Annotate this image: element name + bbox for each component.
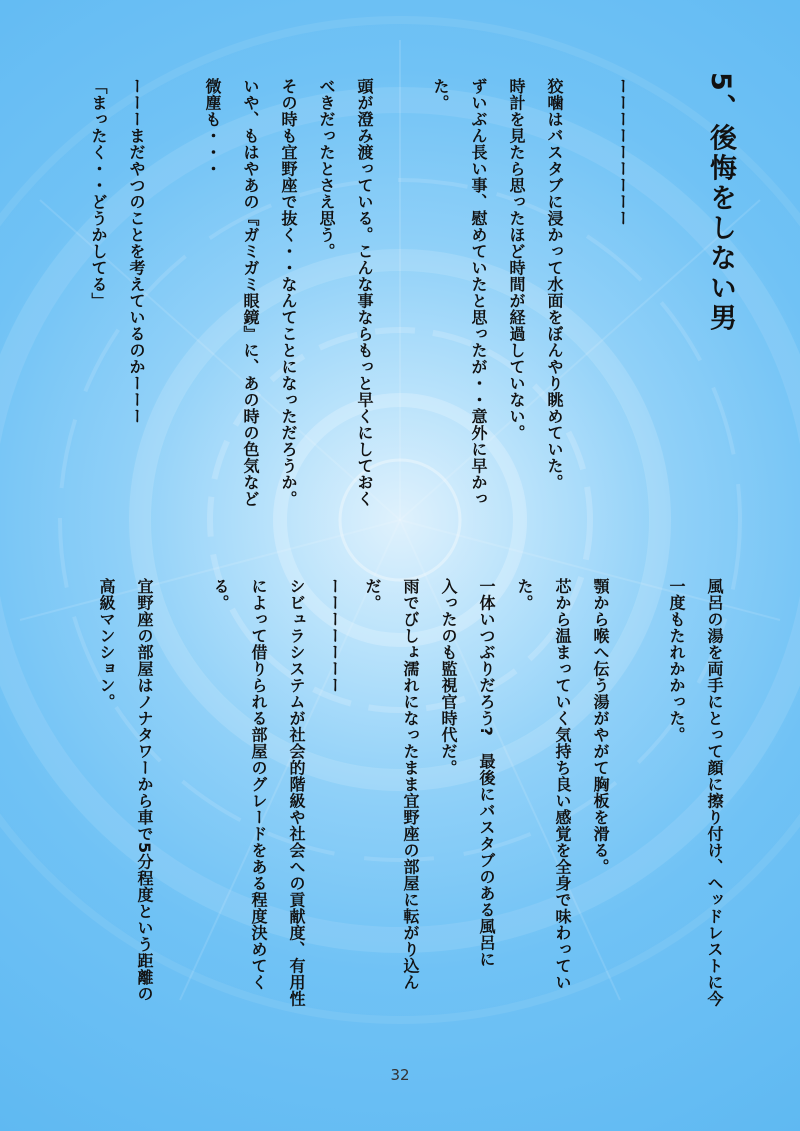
upper-column-7: べきだったとさえ思う。: [317, 78, 336, 260]
page-number: 32: [390, 1066, 410, 1084]
lower-column-15: 高級マンション。: [97, 578, 116, 710]
lower-column-1: 風呂の湯を両手にとって顔に擦り付け、ヘッドレストに今: [705, 578, 724, 1007]
lower-column-5: た。: [515, 578, 534, 611]
upper-column-8: その時も宜野座で抜く・・なんてことになっただろうか。: [279, 78, 298, 507]
upper-column-1: ーーーーーーーーー: [613, 78, 632, 227]
lower-column-3: 顎から喉へ伝う湯がやがて胸板を滑る。: [591, 578, 610, 875]
upper-column-9: いや、もはやあの『ガミガミ眼鏡』に、あの時の色気など: [241, 78, 260, 507]
upper-column-10: 微塵も・・・: [203, 78, 222, 177]
lower-column-12: によって借りられる部屋のグレードをある程度決めてく: [249, 578, 268, 991]
lower-column-10: ーーーーーーー: [325, 578, 344, 694]
lower-column-7: 入ったのも監視官時代だ。: [439, 578, 458, 776]
lower-column-14: 宜野座の部屋はノナタワーから車で5分程度という距離の: [135, 578, 154, 1003]
upper-column-12: 「まったく・・どうかしてる」: [89, 78, 108, 309]
lower-column-9: だ。: [363, 578, 382, 611]
upper-column-5: た。: [431, 78, 450, 111]
upper-column-11: ーーーまだやつのことを考えているのかーーー: [127, 78, 146, 425]
chapter-title: 5、後悔をしない男: [705, 72, 736, 334]
upper-column-3: 時計を見たら思ったほど時間が経過していない。: [507, 78, 526, 441]
upper-column-2: 狡噛はバスタブに浸かって水面をぼんやり眺めていた。: [545, 78, 564, 491]
lower-column-13: る。: [211, 578, 230, 611]
lower-column-2: 一度もたれかかった。: [667, 578, 686, 743]
lower-column-6: 一体いつぶりだろう? 最後にバスタブのある風呂に: [477, 578, 496, 968]
lower-column-4: 芯から温まっていく気持ち良い感覚を全身で味わってい: [553, 578, 572, 991]
upper-column-6: 頭が澄み渡っている。こんな事ならもっと早くにしておく: [355, 78, 374, 507]
lower-column-8: 雨でびしょ濡れになったまま宜野座の部屋に転がり込ん: [401, 578, 420, 991]
lower-column-11: シビュラシステムが社会的階級や社会への貢献度、有用性: [287, 578, 306, 1007]
upper-column-4: ずいぶん長い事、慰めていたと思ったが・・意外に早かっ: [469, 78, 488, 507]
